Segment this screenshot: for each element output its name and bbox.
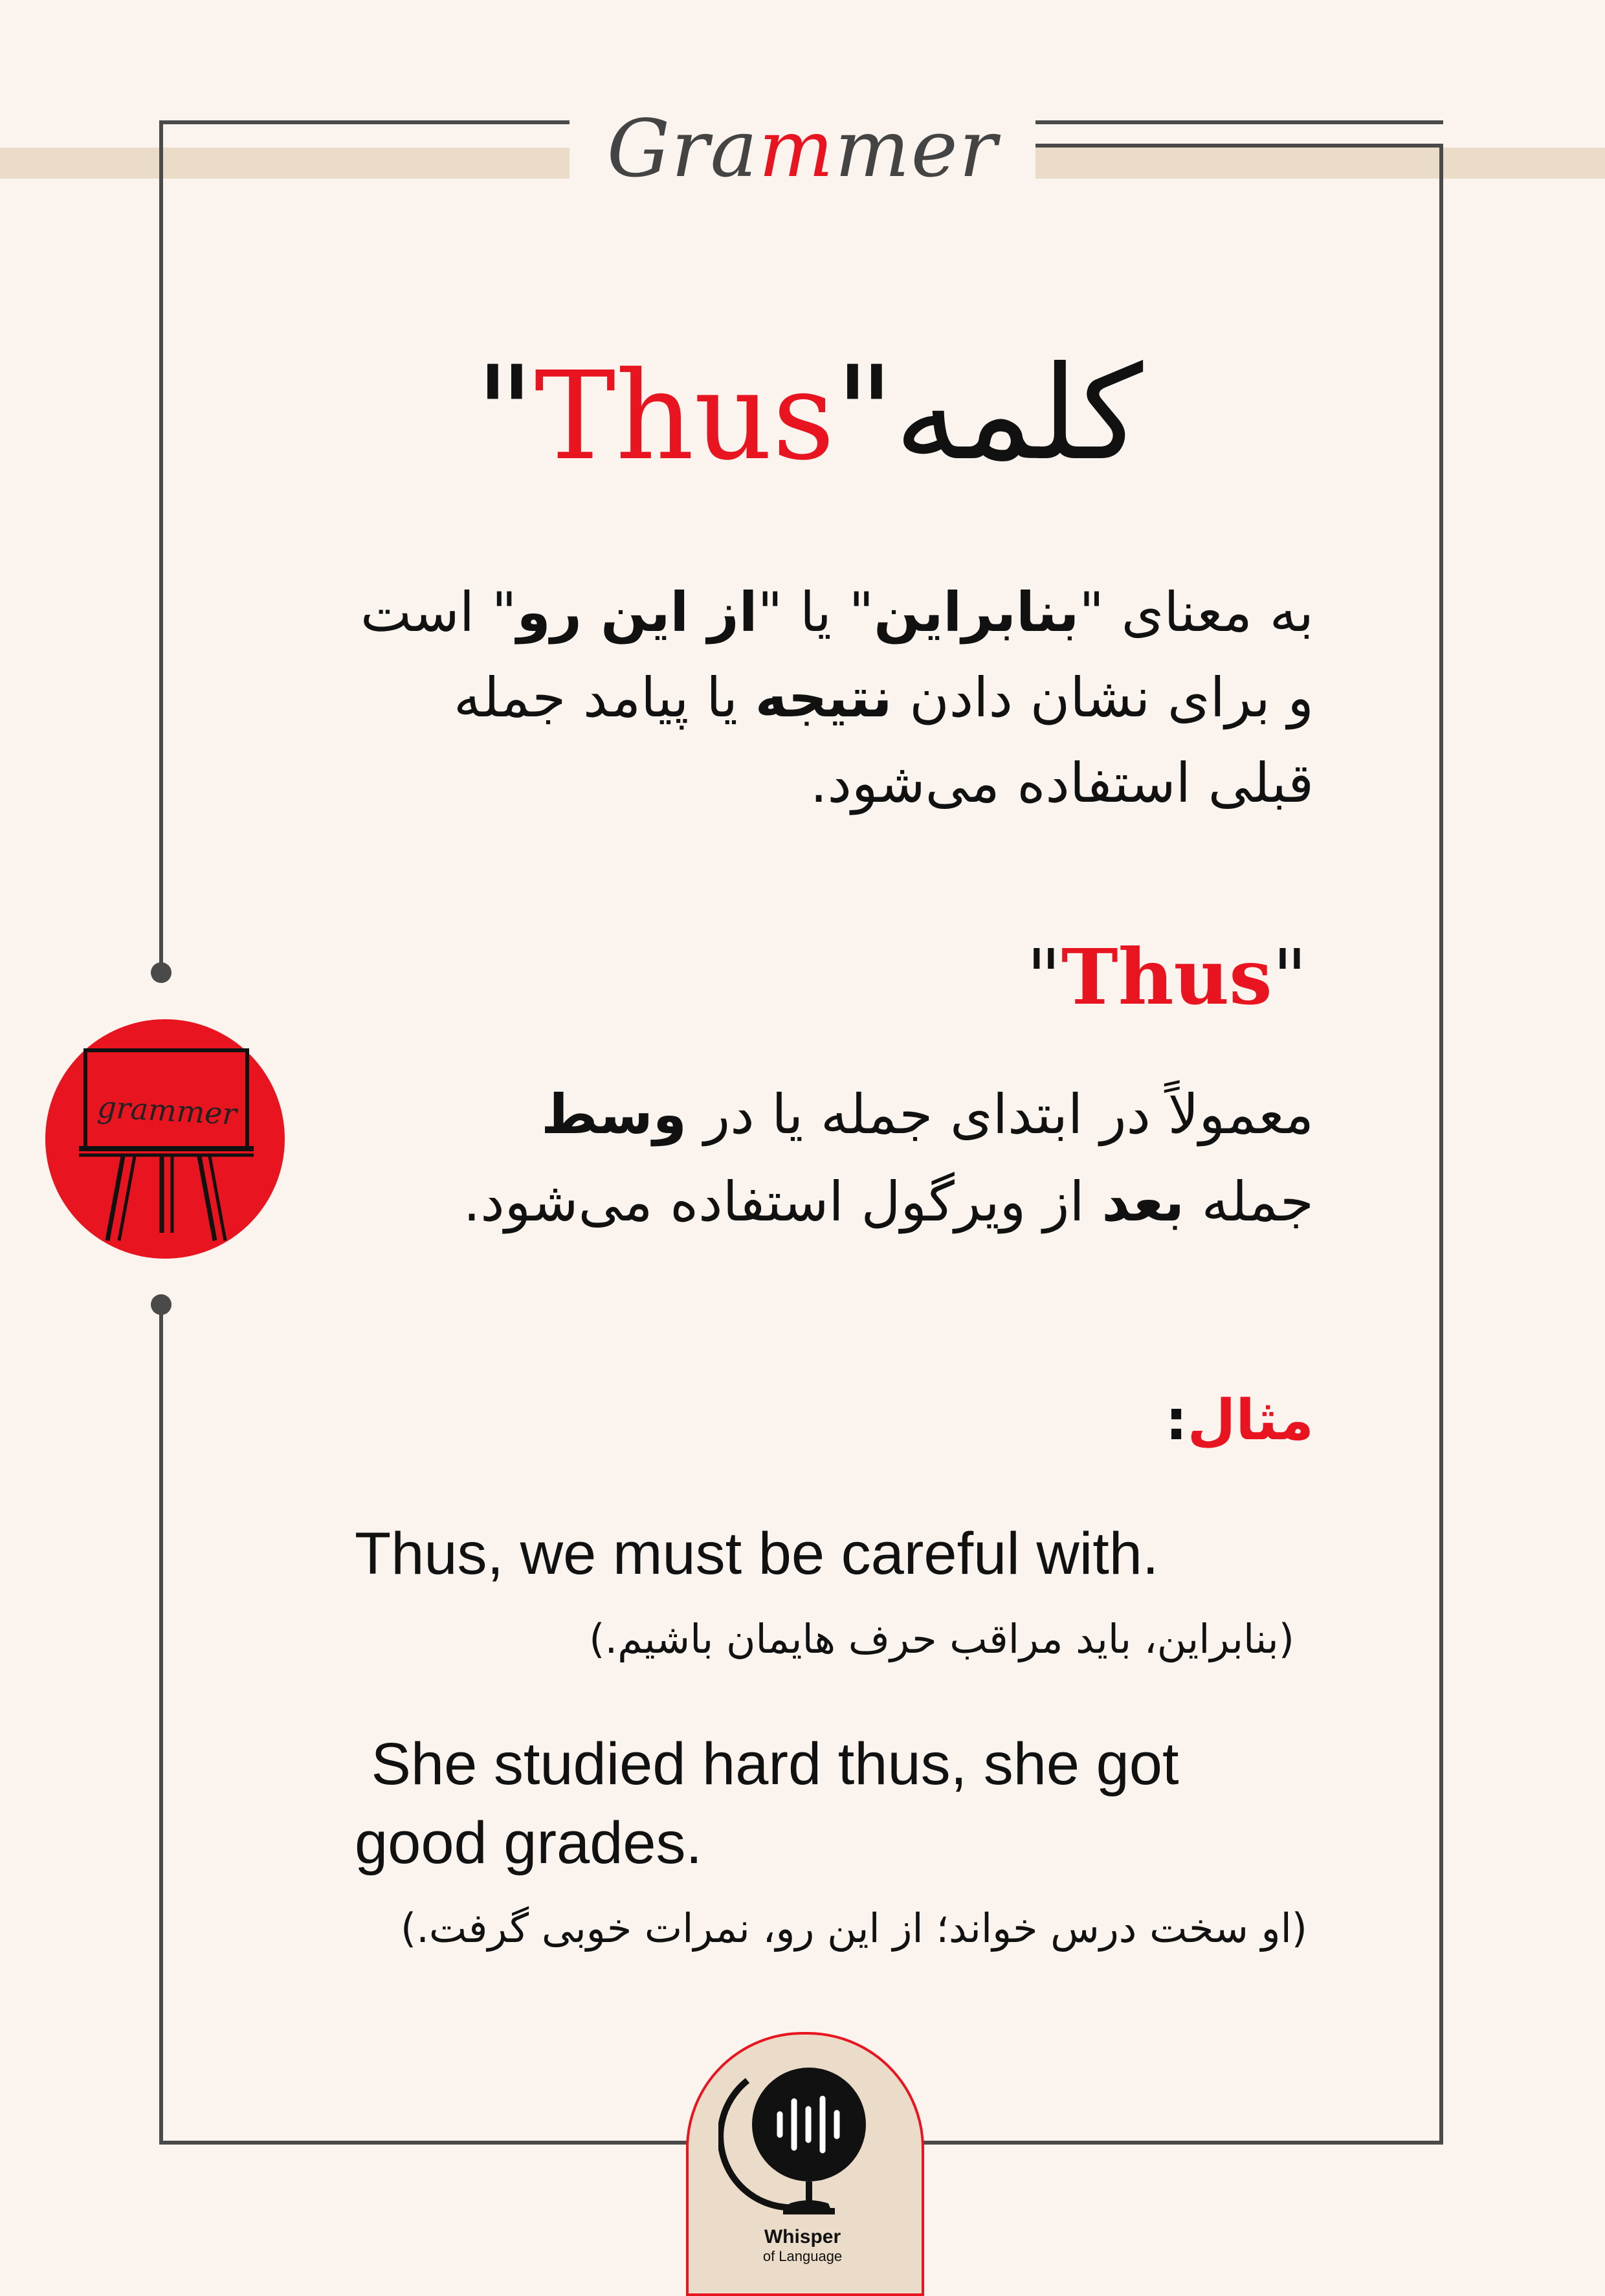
usage-bold-middle: وسط xyxy=(541,1083,687,1146)
meaning-paragraph xyxy=(324,569,1314,826)
usage-heading xyxy=(906,925,1307,1029)
frame-right-line xyxy=(1439,144,1443,2145)
usage-line-2 xyxy=(324,1158,1314,1246)
meaning-text: یا پیامد جمله xyxy=(453,666,755,729)
meaning-bold-hence: از این رو xyxy=(516,580,758,644)
example-heading xyxy=(971,1378,1314,1463)
meaning-text: به معنای " xyxy=(1079,580,1314,644)
meaning-text: " است xyxy=(360,580,517,644)
frame-dot-upper xyxy=(151,962,172,983)
meaning-line-3: قبلی استفاده می‌شود. xyxy=(810,751,1314,815)
usage-paragraph xyxy=(324,1071,1314,1246)
usage-text: معمولاً در ابتدای جمله یا در xyxy=(686,1083,1314,1146)
example-2-translation: (او سخت درس خواند؛ از این رو، نمرات خوبی گرفت.) xyxy=(401,1904,1307,1952)
example-2-english-line-1: She studied hard thus, she got xyxy=(355,1731,1179,1797)
brand-title-accent: m xyxy=(758,103,835,195)
logo-subtitle: of Language xyxy=(762,2248,843,2264)
frame-left-line-upper xyxy=(159,120,163,973)
meaning-line-1 xyxy=(324,569,1314,655)
board-label: grammer xyxy=(96,1089,238,1132)
page-title xyxy=(324,337,1294,492)
usage-line-1 xyxy=(324,1071,1314,1158)
meaning-bold-therefore: بنابراین xyxy=(874,580,1079,644)
meaning-line-2 xyxy=(324,655,1314,740)
meaning-bold-result: نتیجه xyxy=(755,666,892,729)
headline-quote-open: " xyxy=(474,338,535,489)
frame-top-right-step xyxy=(990,144,1443,148)
example-1-english: Thus, we must be careful with. xyxy=(355,1521,1159,1587)
microphone-globe-icon xyxy=(718,2042,887,2223)
usage-text: از ویرگول استفاده می‌شود. xyxy=(463,1170,1102,1233)
example-label: مثال xyxy=(1187,1388,1314,1453)
meaning-text: " یا " xyxy=(757,580,874,644)
usage-text: جمله xyxy=(1184,1170,1314,1233)
usage-heading-word: Thus xyxy=(1061,932,1272,1022)
brand-title-end: mer xyxy=(834,103,999,195)
headline-quote-close: " xyxy=(834,338,894,489)
headline-en-word: Thus xyxy=(534,346,835,487)
example-2-english xyxy=(355,1725,1179,1882)
meaning-text: و برای نشان دادن xyxy=(892,666,1314,729)
brand-title-start: Gra xyxy=(606,103,759,195)
example-2-english-line-2: good grades. xyxy=(355,1810,703,1876)
brand-title xyxy=(570,97,1035,201)
frame-dot-lower xyxy=(151,1294,172,1315)
example-colon: : xyxy=(1165,1388,1188,1453)
headline-en-group xyxy=(475,338,894,489)
example-1-translation: (بنابراین، باید مراقب حرف هایمان باشیم.) xyxy=(589,1615,1294,1662)
logo-name: Whisper xyxy=(764,2226,841,2247)
usage-bold-after: بعد xyxy=(1101,1170,1184,1233)
easel-board-icon xyxy=(45,1019,285,1259)
usage-quote-close: " xyxy=(1272,933,1307,1022)
headline-fa-word: کلمه xyxy=(894,338,1144,489)
usage-quote-open: " xyxy=(1026,933,1061,1022)
frame-left-line-lower xyxy=(159,1305,163,2145)
